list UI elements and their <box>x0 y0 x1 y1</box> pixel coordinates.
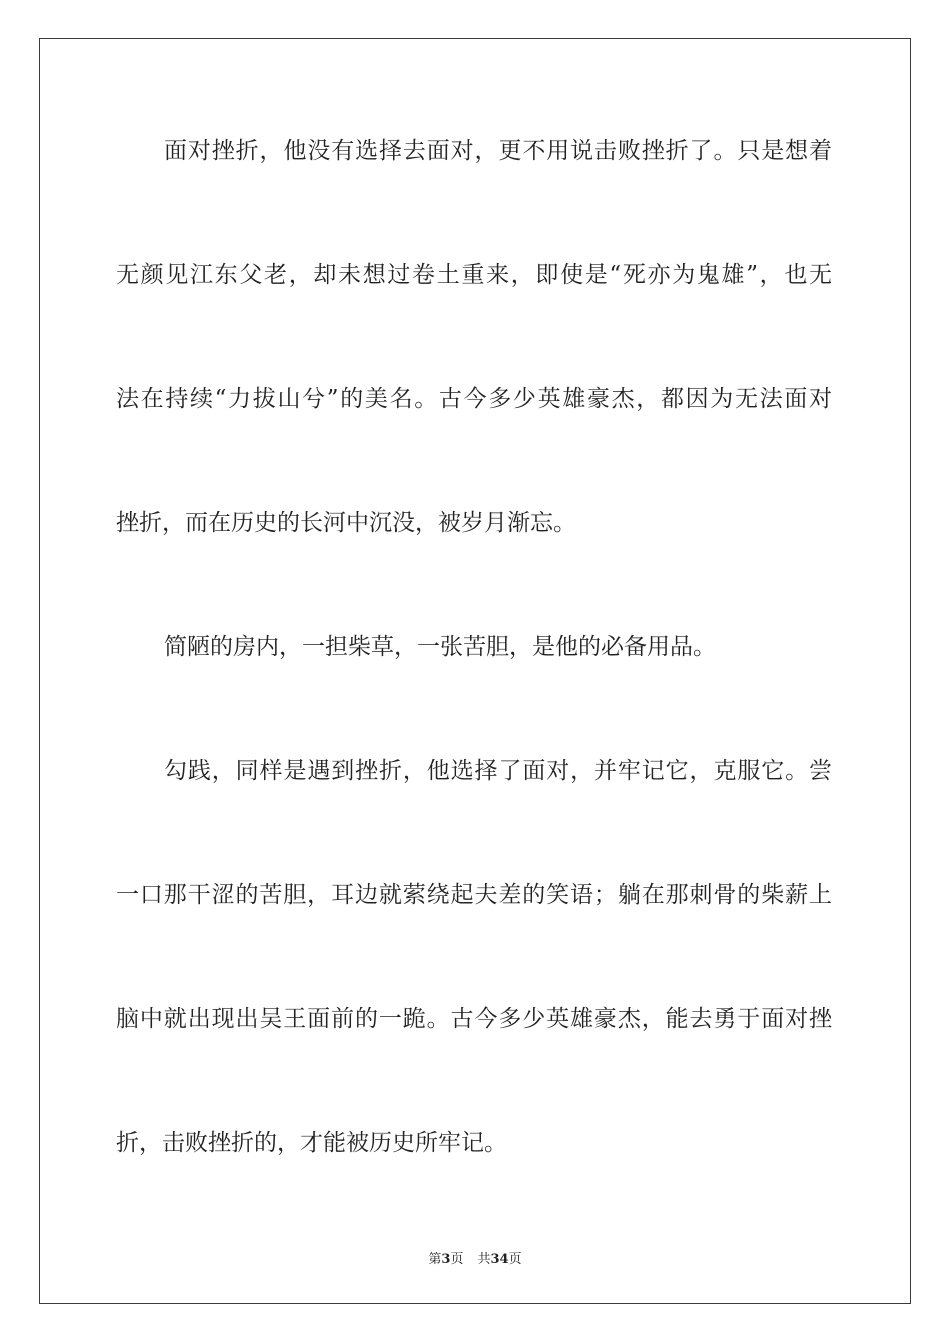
footer-total-prefix: 共 <box>477 1252 491 1267</box>
footer-page-suffix: 页 <box>450 1252 464 1267</box>
footer-total-pages: 34 <box>490 1252 509 1267</box>
paragraph-1-line-3: 法在持续“力拔山兮”的美名。古今多少英雄豪杰，都因为无法面对 <box>116 386 832 412</box>
footer-page-number: 3 <box>441 1252 451 1267</box>
paragraph-3-line-3: 脑中就出现出吴王面前的一跪。古今多少英雄豪杰，能去勇于面对挫 <box>116 1006 832 1032</box>
paragraph-1-line-4: 挫折，而在历史的长河中沉没，被岁月渐忘。 <box>116 510 576 536</box>
paragraph-3-line-4: 折，击败挫折的，才能被历史所牢记。 <box>116 1130 507 1156</box>
paragraph-1-line-2: 无颜见江东父老，却未想过卷土重来，即使是“死亦为鬼雄”，也无 <box>116 262 832 288</box>
footer-total-suffix: 页 <box>508 1252 522 1267</box>
footer-page-prefix: 第 <box>428 1252 442 1267</box>
paragraph-3-line-1: 勾践，同样是遇到挫折，他选择了面对，并牢记它，克服它。尝 <box>164 758 832 784</box>
paragraph-2-line-1: 简陋的房内，一担柴草，一张苦胆，是他的必备用品。 <box>164 634 716 660</box>
paragraph-1-line-1: 面对挫折，他没有选择去面对，更不用说击败挫折了。只是想着 <box>164 138 832 164</box>
paragraph-3-line-2: 一口那干涩的苦胆，耳边就萦绕起夫差的笑语；躺在那刺骨的柴薪上 <box>116 882 832 908</box>
page-footer <box>0 1248 950 1267</box>
page-border <box>39 38 911 1304</box>
